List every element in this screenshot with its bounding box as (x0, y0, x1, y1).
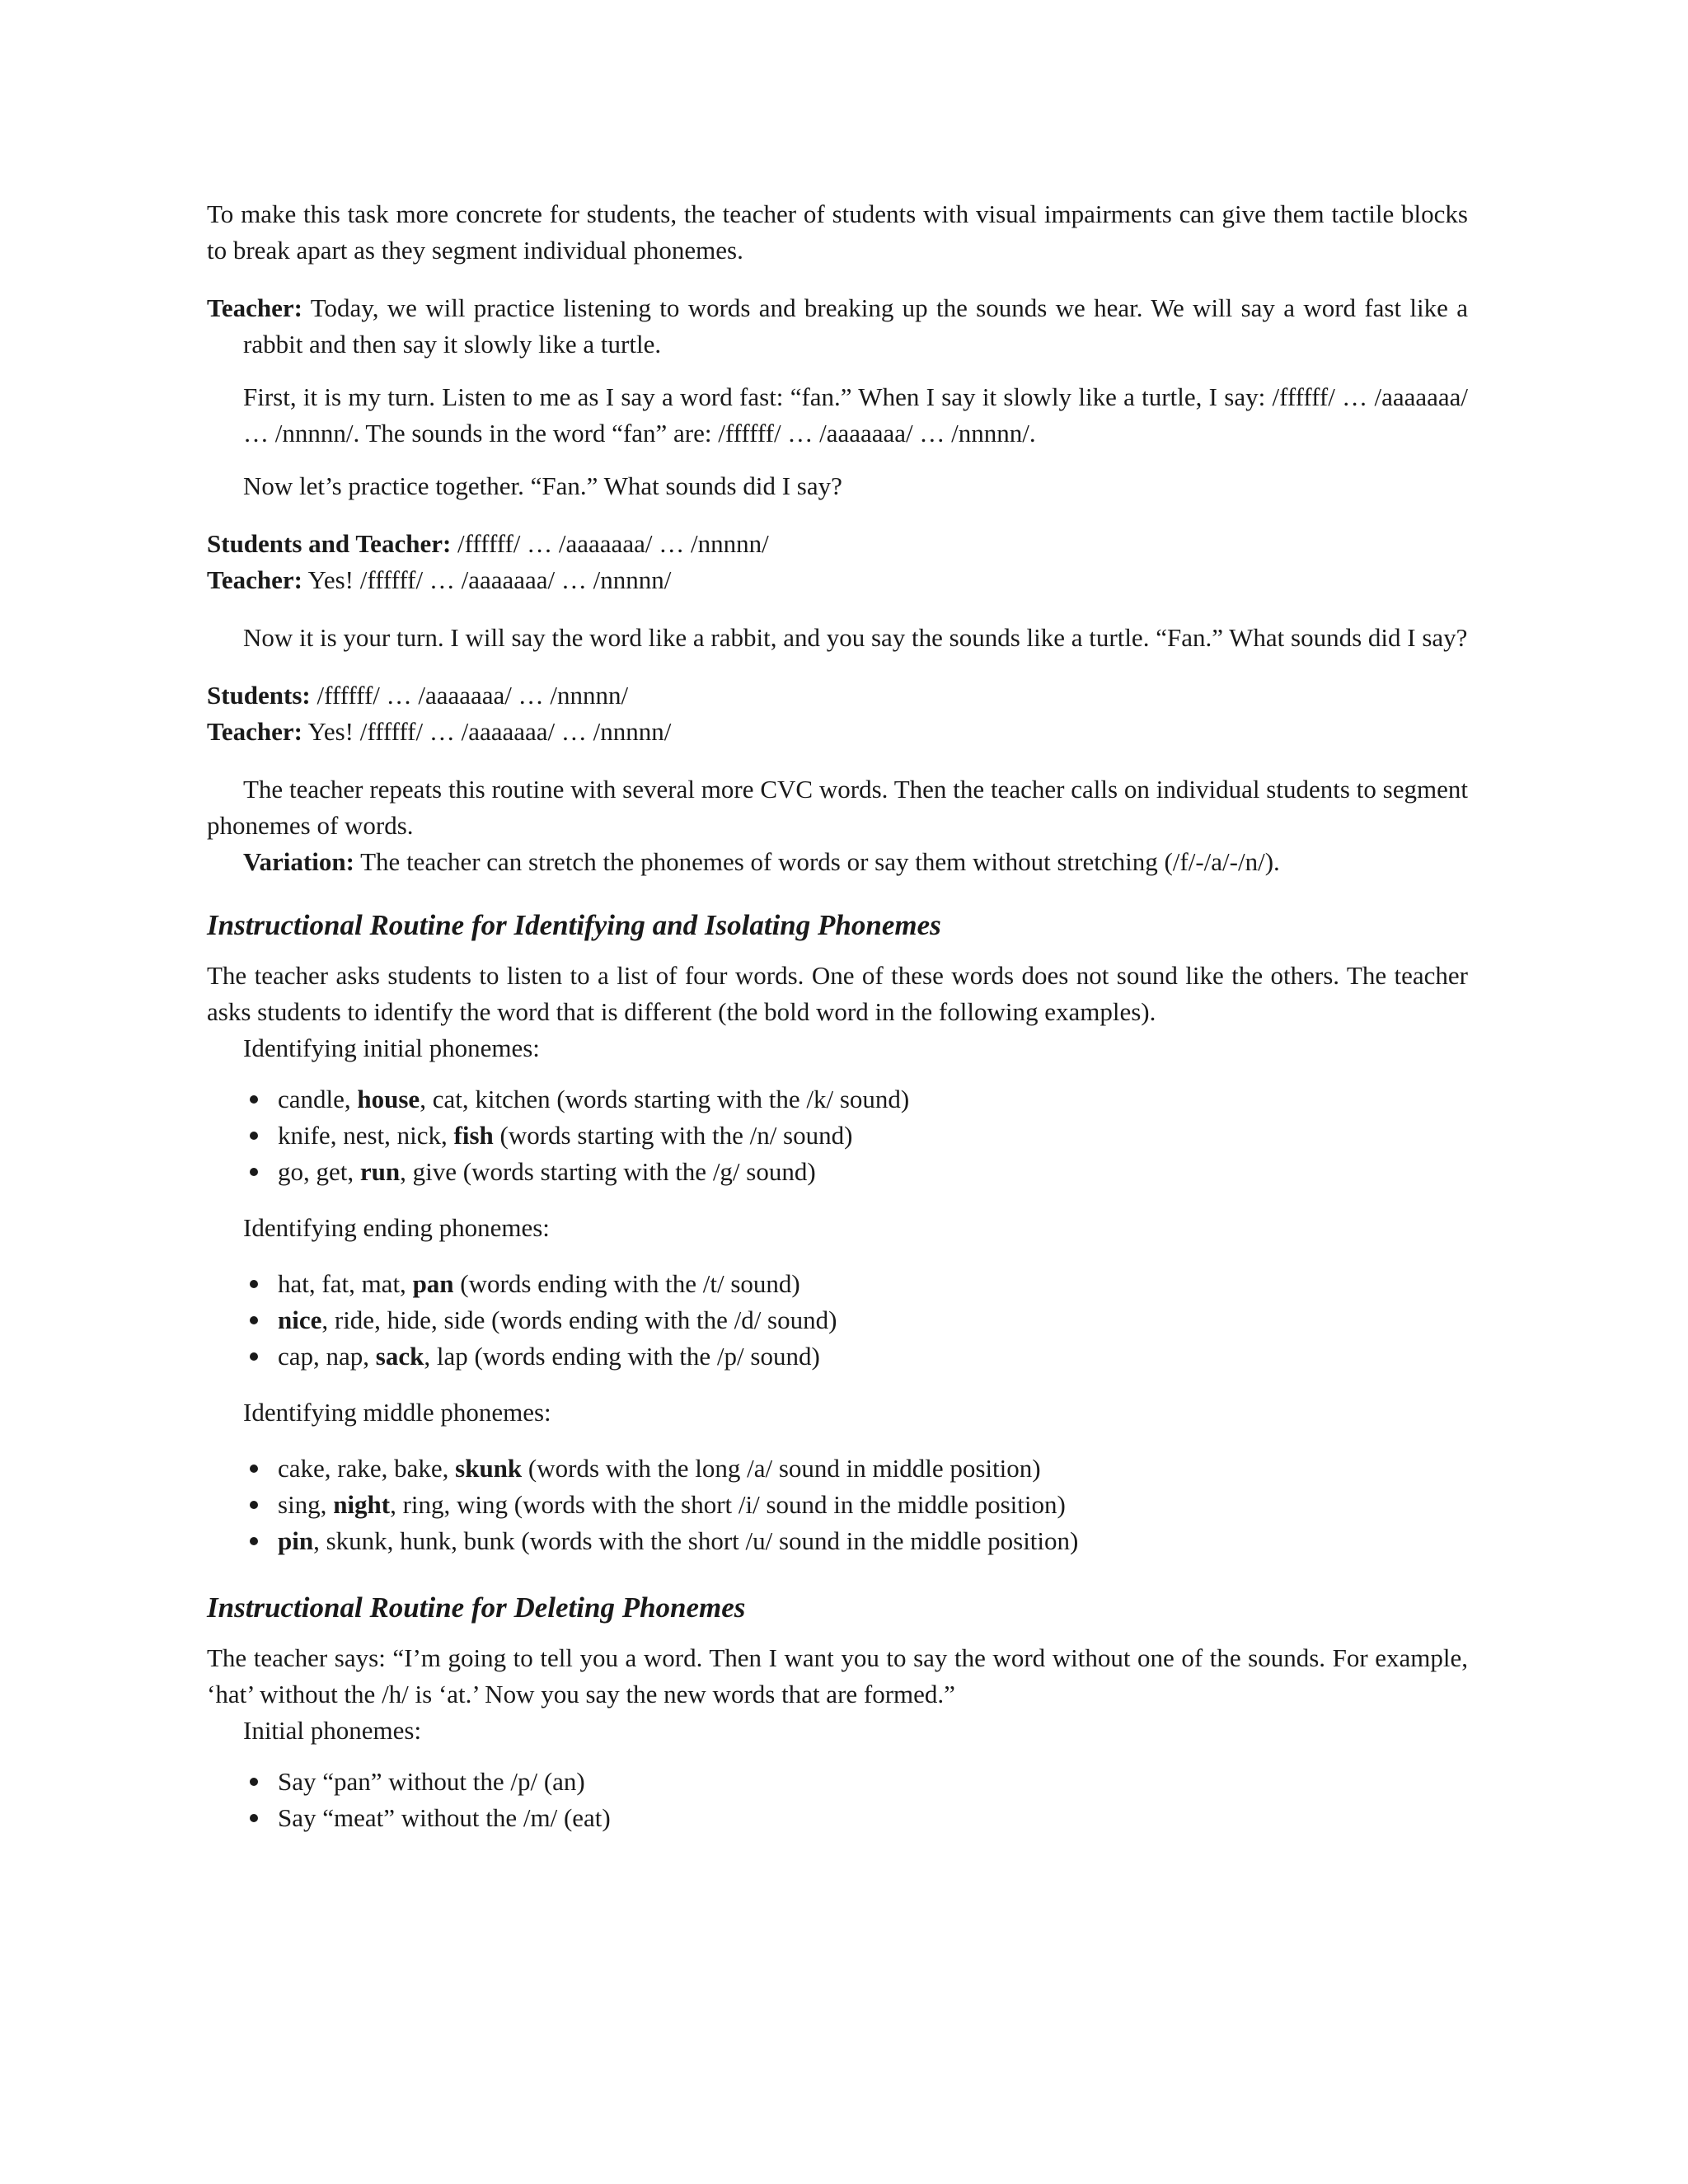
item-text: , give (words starting with the /g/ sound) (400, 1157, 816, 1186)
list-item (207, 1338, 1468, 1375)
bullet-icon (250, 1814, 258, 1822)
ending-phoneme-list (207, 1266, 1468, 1375)
phoneme-text: /ffffff/ … /aaaaaaa/ … /nnnnn/ (316, 681, 629, 710)
list-item (207, 1523, 1468, 1559)
variation-text: The teacher can stretch the phonemes of words or say them without stretching (/f/-/a/-/n/). (360, 847, 1280, 876)
item-text: go, get, (278, 1157, 360, 1186)
initial-phoneme-list (207, 1081, 1468, 1190)
bullet-icon (250, 1168, 258, 1176)
list-item (207, 1154, 1468, 1190)
item-text: , ride, hide, side (words ending with the /d/ sound) (321, 1305, 837, 1334)
section-heading-identifying: Instructional Routine for Identifying and Isolating Phonemes (207, 909, 941, 941)
odd-word: fish (453, 1121, 494, 1150)
bullet-icon (250, 1280, 258, 1288)
list-item (207, 1451, 1468, 1487)
odd-word: run (359, 1157, 401, 1186)
item-text: Say “meat” without the /m/ (eat) (278, 1803, 611, 1832)
odd-word: house (357, 1085, 420, 1113)
variation-label: Variation: (243, 847, 354, 876)
item-text: , cat, kitchen (words starting with the /k/ sound) (420, 1085, 910, 1113)
students-line (207, 677, 1468, 714)
your-turn-paragraph: Now it is your turn. I will say the word like a rabbit, and you say the sounds like a turtle. “Fan.” What sounds did I say? (243, 623, 1468, 652)
teacher-line-1 (207, 290, 1468, 363)
list-item (207, 1764, 1468, 1800)
bullet-icon (250, 1316, 258, 1324)
list-label-initial: Identifying initial phonemes: (243, 1033, 540, 1062)
turn-paragraph: First, it is my turn. Listen to me as I say a word fast: “fan.” When I say it slowly like a turtle, I say: /ffffff/ … /aaaaaaa/ … /nnnnn/. The sounds in the word “fan” are: /ffffff/ … /aaaaaaa/ … /nnnnn/. (243, 382, 1468, 448)
speaker-label: Teacher: (207, 293, 302, 322)
bullet-icon (250, 1778, 258, 1786)
list-item (207, 1081, 1468, 1118)
phoneme-text: /ffffff/ … /aaaaaaa/ … /nnnnn/ (457, 529, 769, 558)
item-text: sing, (278, 1490, 334, 1519)
list-label-ending: Identifying ending phonemes: (243, 1213, 550, 1242)
odd-word: skunk (455, 1454, 523, 1483)
intro-paragraph: To make this task more concrete for students, the teacher of students with visual impairments can give them tactile blocks to break apart as they segment individual phonemes. (207, 199, 1468, 265)
odd-word: sack (375, 1342, 424, 1371)
item-text: (words ending with the /t/ sound) (453, 1269, 800, 1298)
list-item (207, 1118, 1468, 1154)
teacher-line-2 (207, 562, 1468, 598)
item-text: knife, nest, nick, (278, 1121, 454, 1150)
speaker-label: Teacher: (207, 717, 302, 746)
item-text: , lap (words ending with the /p/ sound) (424, 1342, 820, 1371)
speaker-label: Teacher: (207, 565, 302, 594)
item-text: candle, (278, 1085, 358, 1113)
section-heading-deleting: Instructional Routine for Deleting Phonemes (207, 1591, 746, 1624)
odd-word: pan (412, 1269, 454, 1298)
list-label-initial-deleting: Initial phonemes: (243, 1716, 422, 1745)
bullet-icon (250, 1132, 258, 1140)
variation-paragraph (207, 844, 1468, 880)
section-intro: The teacher says: “I’m going to tell you a word. Then I want you to say the word without one of the sounds. For example, ‘hat’ without the /h/ is ‘at.’ Now you say the new words that are formed.” (207, 1643, 1468, 1708)
bullet-icon (250, 1095, 258, 1104)
list-item (207, 1302, 1468, 1338)
document-page (207, 196, 1468, 1836)
speaker-label: Students and Teacher: (207, 529, 452, 558)
repeat-paragraph: The teacher repeats this routine with several more CVC words. Then the teacher calls on individual students to segment phonemes of words. (207, 775, 1468, 840)
teacher-text: Today, we will practice listening to words and breaking up the sounds we hear. We will say a word fast like a rabbit and then say it slowly like a turtle. (243, 293, 1468, 359)
odd-word: nice (278, 1305, 322, 1334)
odd-word: night (333, 1490, 391, 1519)
bullet-icon (250, 1501, 258, 1509)
phoneme-text: Yes! /ffffff/ … /aaaaaaa/ … /nnnnn/ (307, 717, 672, 746)
item-text: (words with the long /a/ sound in middle position) (522, 1454, 1041, 1483)
bullet-icon (250, 1537, 258, 1545)
students-teacher-line (207, 526, 1468, 562)
item-text: hat, fat, mat, (278, 1269, 413, 1298)
item-text: Say “pan” without the /p/ (an) (278, 1767, 585, 1796)
odd-word: pin (278, 1526, 314, 1555)
list-item (207, 1800, 1468, 1836)
deleting-phoneme-list (207, 1764, 1468, 1836)
phoneme-text: Yes! /ffffff/ … /aaaaaaa/ … /nnnnn/ (307, 565, 672, 594)
section-intro: The teacher asks students to listen to a list of four words. One of these words does not sound like the others. The teacher asks students to identify the word that is different (the bold word in the following examples). (207, 961, 1468, 1026)
item-text: (words starting with the /n/ sound) (493, 1121, 853, 1150)
item-text: cake, rake, bake, (278, 1454, 456, 1483)
middle-phoneme-list (207, 1451, 1468, 1559)
list-label-middle: Identifying middle phonemes: (243, 1398, 551, 1427)
speaker-label: Students: (207, 681, 311, 710)
list-item (207, 1266, 1468, 1302)
bullet-icon (250, 1465, 258, 1473)
item-text: , skunk, hunk, bunk (words with the short /u/ sound in the middle position) (313, 1526, 1079, 1555)
teacher-line-3 (207, 714, 1468, 750)
item-text: cap, nap, (278, 1342, 376, 1371)
list-item (207, 1487, 1468, 1523)
bullet-icon (250, 1352, 258, 1361)
item-text: , ring, wing (words with the short /i/ sound in the middle position) (390, 1490, 1066, 1519)
practice-paragraph: Now let’s practice together. “Fan.” What sounds did I say? (243, 471, 842, 500)
